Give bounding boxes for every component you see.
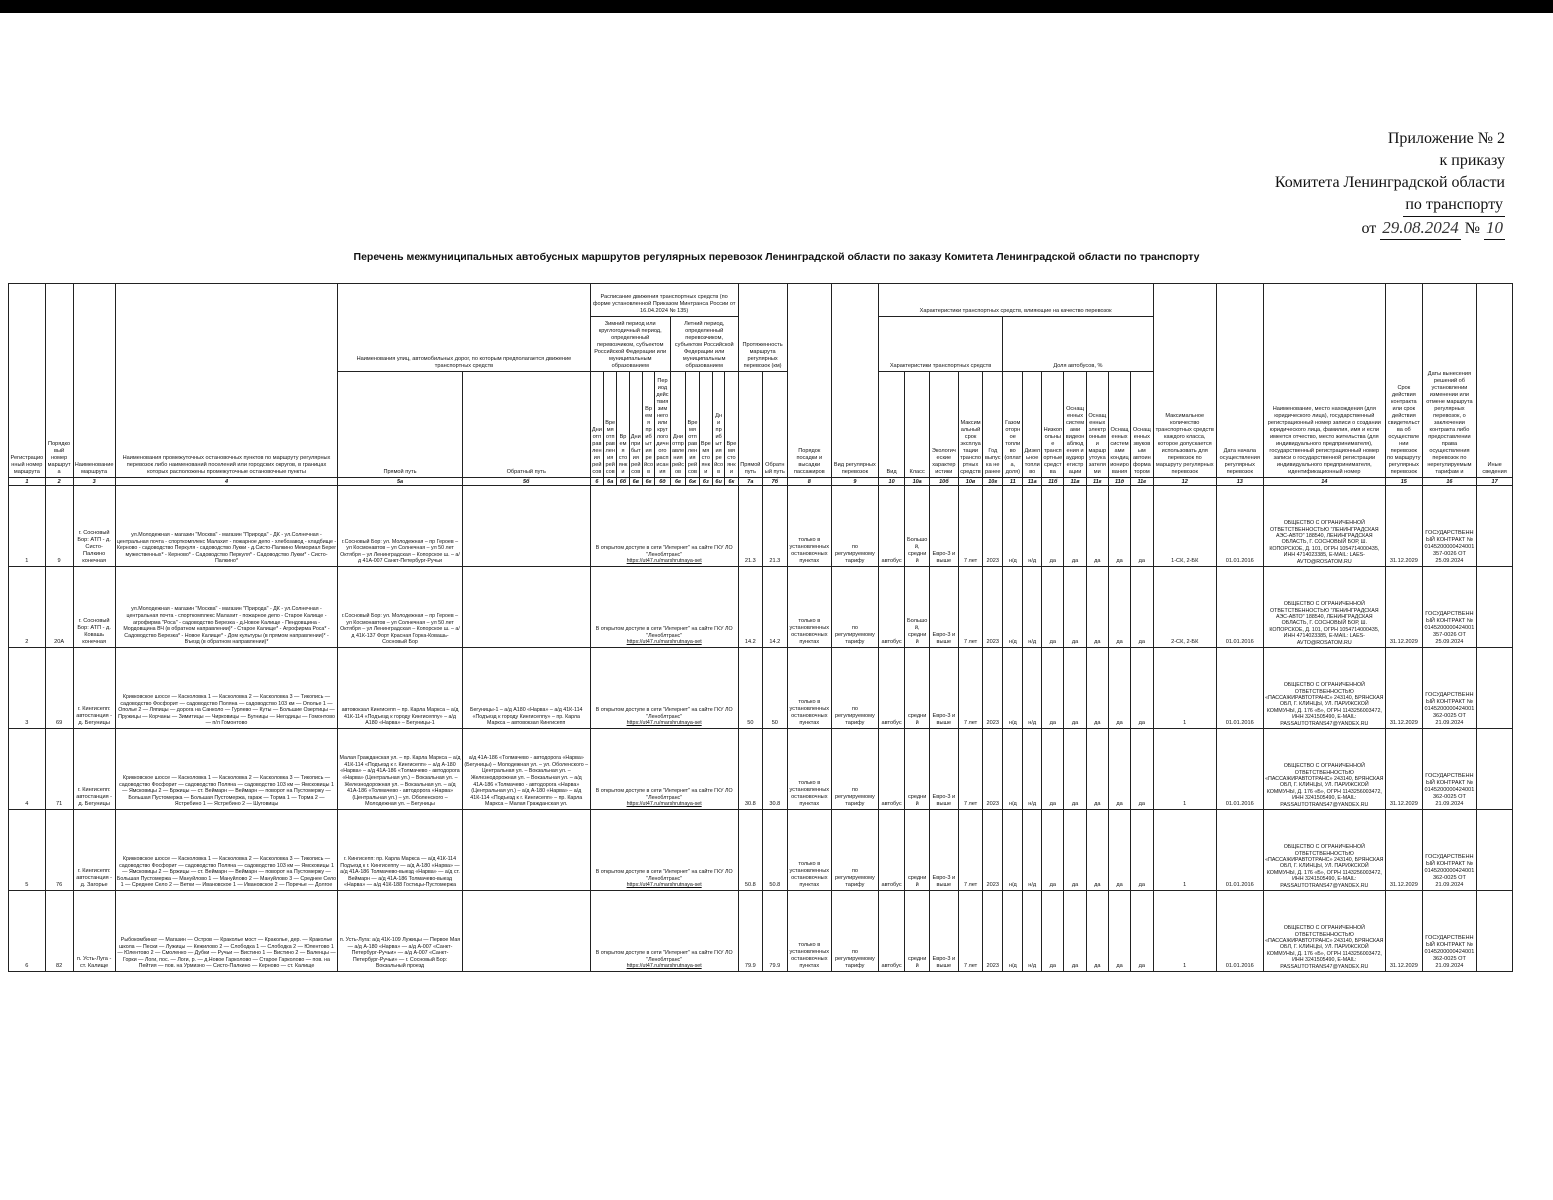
col-number: 10г	[983, 478, 1003, 486]
cell-share-route-sign: да	[1086, 729, 1108, 810]
cell-gas: н/д	[1003, 486, 1023, 567]
cell-diesel: н/д	[1023, 891, 1042, 972]
cell-other	[1477, 810, 1513, 891]
header-decisions: Даты вынесения решений об установлении изменении или отмене маршрута регулярных перевозок, о заключении контракта либо предоставлении права осуществления перевозок по нерегулируемым тарифам и	[1422, 284, 1477, 478]
cell-route-num: 9	[45, 486, 73, 567]
cell-contract-term: 31.12.2029	[1385, 891, 1422, 972]
cell-route-name: г. Кингисепп: автостанция - д. Загорье	[73, 810, 115, 891]
cell-diesel: н/д	[1023, 567, 1042, 648]
appendix-line-4: по транспорту	[1185, 194, 1505, 217]
cell-transport-kind: по регулируемому тарифу	[832, 648, 879, 729]
cell-backward	[462, 567, 590, 648]
cell-route-num: 20А	[45, 567, 73, 648]
col-number: 11г	[1086, 478, 1108, 486]
cell-contract-term: 31.12.2029	[1385, 567, 1422, 648]
cell-forward: п. Усть-Луга: а/д 41К-109 Лужицы — Первое Мая — а/д А-180 «Нарва» — а/д А-007 «Санкт-Петербург-Ручьи» — а/д А-007 «Санкт-Петербург-Ручьи» — г. Сосновый Бор: Вокзальный проезд	[338, 891, 463, 972]
cell-year: 2023	[983, 486, 1003, 567]
header-winter: Зимний период или круглогодичный период, определенный перевозчиком, субъектом Российской Федерации или муниципальным образованием	[590, 317, 670, 372]
number-prefix: №	[1464, 220, 1480, 237]
cell-max-age: 7 лет	[958, 891, 982, 972]
cell-diesel: н/д	[1023, 729, 1042, 810]
cell-stops: Рыбокомбинат — Магазин — Остров — Краколье мост — Краколье, дер. — Краколье школа — Пески — Лужицы — Кежилово 2 — Слободка 1 — Слободка 2 — Юлентово 1 — Юлентово 2 — Смоленко — Дубки — Ручьи — Вистино 1 — Вистино 2 — Валенцы — Горки — Логи, пос. — Логи, р. — д.Новое Гарколово — Старое Гарколово — пов. на Пейтия — пов. на Урмизно — Систо-Палкино — Керново — ст. Калище	[115, 891, 337, 972]
table-row	[9, 486, 1513, 567]
header-sched-col: Время прибытия рейсов	[642, 372, 654, 478]
cell-boarding: только в установленных остановочных пунктах	[787, 729, 831, 810]
cell-year: 2023	[983, 891, 1003, 972]
cell-diesel: н/д	[1023, 648, 1042, 729]
cell-decision: ГОСУДАРСТВЕННЫЙ КОНТРАКТ № 0145200000424001362-0025 ОТ 21.09.2024	[1422, 729, 1477, 810]
col-number: 6и	[713, 478, 725, 486]
cell-forward: г.Сосновый Бор: ул. Молодежная – пр Героев – ул Космонавтов – ул Солнечная – ул 50 лет Октября – ул Ленинградская – Копорское ш. – а/д 41А-007 Санкт-Петербург-Ручьи	[338, 486, 463, 567]
header-route-name: Наименование маршрута	[73, 284, 115, 478]
cell-class: средний	[905, 729, 929, 810]
cell-class: средний	[905, 891, 929, 972]
cell-decision: ГОСУДАРСТВЕННЫЙ КОНТРАКТ № 0145200000424001362-0025 ОТ 21.09.2024	[1422, 891, 1477, 972]
cell-other	[1477, 486, 1513, 567]
cell-carrier: ОБЩЕСТВО С ОГРАНИЧЕННОЙ ОТВЕТСТВЕННОСТЬЮ "ЛЕНИНГРАДСКАЯ АЭС-АВТО" 188540, ЛЕНИНГРАДСКАЯ ОБЛАСТЬ, Г. СОСНОВЫЙ БОР, Ш. КОПОРСКОЕ, Д. 101, ОГРН 1054714000435, ИНН 4714023385, E-MAIL: LAES-AVTO@ROSATOM.RU	[1263, 486, 1385, 567]
col-number: 2	[45, 478, 73, 486]
cell-route-name: г. Кингисепп: автостанция - д. Бегуницы	[73, 729, 115, 810]
column-number-row	[9, 478, 1513, 486]
cell-carrier: ОБЩЕСТВО С ОГРАНИЧЕННОЙ ОТВЕТСТВЕННОСТЬЮ «ПАССАЖИРАВТОТРАНС» 243140, БРЯНСКАЯ ОБЛ, Г. КЛИНЦЫ, УЛ. ПАРИЖСКОЙ КОММУНЫ, Д. 176 «Б», ОГРН 1143256003472, ИНН 3241505490, E-MAIL: PASSAUTOTRANS47@YANDEX.RU	[1263, 729, 1385, 810]
cell-forward: г. Кингисепп: пр. Карла Маркса — а/д 41К-114 Подъезд к г. Кингисеппу — а/д А-180 «Нарва» — а/д 41А-186 Толмачево-выезд «Нарва» — а/д ст. Веймарн — а/д 41А-186 Толмачево-выезд «Нарва» — а/д 41К-188 Гостицы-Пустомержа	[338, 810, 463, 891]
cell-max-count: 1	[1153, 810, 1216, 891]
cell-max-count: 2-СК, 2-БК	[1153, 567, 1216, 648]
cell-gas: н/д	[1003, 810, 1023, 891]
cell-contract-term: 31.12.2029	[1385, 648, 1422, 729]
cell-schedule-ref	[590, 729, 738, 810]
header-sched-col: Время стоянки	[725, 372, 738, 478]
appendix-date-line	[1185, 217, 1505, 240]
cell-len-backward: 50.8	[763, 810, 787, 891]
cell-backward	[462, 810, 590, 891]
schedule-ref-text: В открытом доступе в сети "Интернет" на сайте ГКУ ЛО "Леноблтранс"	[595, 545, 733, 558]
header-sched-col: Время стоянки	[617, 372, 629, 478]
cell-class: средний	[905, 648, 929, 729]
cell-transport-kind: по регулируемому тарифу	[832, 810, 879, 891]
header-veh-col: Дизельное топливо	[1023, 372, 1042, 478]
header-veh-col: Класс	[905, 372, 929, 478]
cell-vehicle-kind: автобус	[878, 729, 905, 810]
cell-max-count: 1	[1153, 729, 1216, 810]
cell-lowfloor: да	[1042, 729, 1064, 810]
table-row	[9, 891, 1513, 972]
col-number: 6б	[617, 478, 629, 486]
header-veh-col: Максимальный срок эксплуатации транспортных средств	[958, 372, 982, 478]
cell-transport-kind: по регулируемому тарифу	[832, 729, 879, 810]
header-sched-col: Дни прибытия рейсов	[629, 372, 642, 478]
cell-boarding: только в установленных остановочных пунктах	[787, 810, 831, 891]
cell-eco: Евро-3 и выше	[929, 891, 958, 972]
header-sched-col: Время стоянки	[699, 372, 712, 478]
cell-reg: 3	[9, 648, 46, 729]
cell-schedule-ref	[590, 891, 738, 972]
col-number: 11в	[1064, 478, 1086, 486]
cell-max-age: 7 лет	[958, 810, 982, 891]
cell-max-age: 7 лет	[958, 486, 982, 567]
header-share-col: Оснащенных звуковым автоинформатором	[1131, 372, 1153, 478]
cell-share-audio: да	[1131, 891, 1153, 972]
col-number: 14	[1263, 478, 1385, 486]
cell-stops: Крикковское шоссе — Касколовка 1 — Касколовка 2 — Касколовка 3 — Тикопись — садоводство Фосфорит — садоводство Поляна — садоводство 103 км — Ямсковицы 1 — Ямсковицы 2 — Бржицы — ст. Веймарн — Веймарн — поворот на Пустомержу — Большая Пустомержа — Мануйлово 1 — Мануйлово 2 — Мануйлово 3 — Среднее Село 1 — Среднее Село 2 — Ветки — Ивановское 1 — Ивановское 2 — Поречье — Долгое	[115, 810, 337, 891]
cell-share-ac: да	[1108, 648, 1130, 729]
header-vehicle-chars: Характеристики транспортных средств	[878, 317, 1003, 372]
cell-boarding: только в установленных остановочных пунктах	[787, 486, 831, 567]
cell-route-num: 71	[45, 729, 73, 810]
header-reg-no: Регистрационный номер маршрута	[9, 284, 46, 478]
cell-stops: Крикковское шоссе — Касколовка 1 — Касколовка 2 — Касколовка 3 — Тикопись — садоводство Фосфорит — садоводство Поляна — садоводство 103 км — Ямсковицы 1 — Ямсковицы 2 — Бржицы — ст. Веймарн — Веймарн — поворот на Пустомержу — Большая Пустомержа — Большая Пустомержа, гараж — Торма 1 — Торма 2 — Ястребино 1 — Ястребино 2 — Шуговицы	[115, 729, 337, 810]
cell-start-date: 01.01.2016	[1216, 729, 1263, 810]
cell-year: 2023	[983, 567, 1003, 648]
header-carrier: Наименование, место нахождения (для юридического лица), государственный регистрационный номер записи о создании юридического лица, фамилия, имя и если имеется отчество, место жительства (для индивидуального предпринимателя), государственный регистрационный номер записи о государственной регистрации индивидуального предпринимателя, идентификационный номер	[1263, 284, 1385, 478]
col-number: 8	[787, 478, 831, 486]
cell-reg: 1	[9, 486, 46, 567]
cell-len-forward: 79.9	[738, 891, 762, 972]
cell-len-backward: 30.8	[763, 729, 787, 810]
cell-reg: 2	[9, 567, 46, 648]
header-forward: Прямой путь	[338, 372, 463, 478]
cell-boarding: только в установленных остановочных пунктах	[787, 891, 831, 972]
cell-decision: ГОСУДАРСТВЕННЫЙ КОНТРАКТ № 0145200000424001357-0026 ОТ 25.09.2024	[1422, 567, 1477, 648]
cell-route-name: г. Сосновый Бор: АТП - д. Систо-Палкино конечная	[73, 486, 115, 567]
cell-vehicle-kind: автобус	[878, 486, 905, 567]
cell-other	[1477, 891, 1513, 972]
header-other: Иные сведения	[1477, 284, 1513, 478]
col-number: 15	[1385, 478, 1422, 486]
col-number: 10	[878, 478, 905, 486]
schedule-ref-text: В открытом доступе в сети "Интернет" на сайте ГКУ ЛО "Леноблтранс"	[595, 869, 733, 882]
cell-transport-kind: по регулируемому тарифу	[832, 486, 879, 567]
header-transport-kind: Вид регулярных перевозок	[832, 284, 879, 478]
header-route-no: Порядковый номер маршрута	[45, 284, 73, 478]
schedule-ref-text: В открытом доступе в сети "Интернет" на сайте ГКУ ЛО "Леноблтранс"	[595, 626, 733, 639]
header-sched-col: Дни отправления рейсов	[590, 372, 603, 478]
col-number: 5б	[462, 478, 590, 486]
cell-route-num: 76	[45, 810, 73, 891]
cell-lowfloor: да	[1042, 810, 1064, 891]
appendix-line-3: Комитета Ленинградской области	[1274, 174, 1505, 191]
routes-table	[8, 283, 1513, 972]
header-veh-col: Низкопольные транспортные средства	[1042, 372, 1064, 478]
cell-year: 2023	[983, 648, 1003, 729]
col-number: 4	[115, 478, 337, 486]
header-streets: Наименования улиц, автомобильных дорог, по которым предполагается движение транспортных средств	[338, 284, 590, 372]
appendix-line-2: к приказу	[1439, 152, 1505, 169]
cell-stops: ул.Молодежная - магазин "Москва" - магазин "Природа" - ДК - ул.Солнечная - центральная почта - спорткомплекс Малахит - пожарное депо - хлебозавод - кладбище - Керново - садоводство Перкуля - садоводство Лукки - д.Систо-Палкино Мемориал Берег мужественных* - Керново* - Садоводство Перкуля* - Садоводство Лукки* - Систо-Палкино*	[115, 486, 337, 567]
cell-forward: Малая Гражданская ул. – пр. Карла Маркса – а/д 41К-114 «Подъезд к г. Кингисепп» – а/д А-180 «Нарва» – а/д 41А-186 «Толмачево - автодорога «Нарва» (Центральная ул.) – Вокзальная ул. – Железнодорожная ул. – Вокзальная ул. – а/д 41А-186 «Толмачево - автодорога «Нарва» (Центральная ул.) – ул. Оболенского – Молодежная ул. – Бегуницы	[338, 729, 463, 810]
cell-share-route-sign: да	[1086, 567, 1108, 648]
cell-backward: а/д 41А-186 «Толмачево - автодорога «Нарва» (Бегуницы) – Молодежная ул. – ул. Оболенского – Центральная ул. – Вокзальная ул. – Железнодорожная ул. – Вокзальная ул. – а/д 41А-186 «Толмачево - автодорога «Нарва» (Центральная ул.) – а/д А-180 «Нарва» – а/д 41К-114 «Подъезд к г. Кингисепп» – пр. Карла Маркса – Малая Гражданская ул.	[462, 729, 590, 810]
header-summer: Летний период, определенный перевозчиком, субъектом Российской Федерации или муниципальным образованием	[670, 317, 738, 372]
cell-other	[1477, 567, 1513, 648]
cell-contract-term: 31.12.2029	[1385, 486, 1422, 567]
cell-start-date: 01.01.2016	[1216, 810, 1263, 891]
cell-share-route-sign: да	[1086, 810, 1108, 891]
cell-share-audio: да	[1131, 729, 1153, 810]
cell-forward: автовокзал Кингисепп – пр. Карла Маркса – а/д 41К-114 «Подъезд к городу Кингисеппу» – а/д А180 «Нарва» – Бегуницы-1	[338, 648, 463, 729]
cell-gas: н/д	[1003, 648, 1023, 729]
schedule-ref-link[interactable]: https://ut47.ru/marshrutnaya-set	[626, 558, 702, 565]
cell-other	[1477, 648, 1513, 729]
cell-gas: н/д	[1003, 729, 1023, 810]
header-max-count: Максимальное количество транспортных средств каждого класса, которое допускается использовать для перевозок по маршруту регулярных перевозок	[1153, 284, 1216, 478]
header-len-backward: Обратный путь	[763, 372, 787, 478]
table-row	[9, 729, 1513, 810]
header-len-forward: Прямой путь	[738, 372, 762, 478]
header-veh-col: Экологические характеристики	[929, 372, 958, 478]
cell-lowfloor: да	[1042, 486, 1064, 567]
cell-share-video: да	[1064, 648, 1086, 729]
header-length: Протяженность маршрута регулярных перевозок (км)	[738, 284, 787, 372]
cell-len-forward: 50.8	[738, 810, 762, 891]
cell-max-age: 7 лет	[958, 567, 982, 648]
cell-len-backward: 14.2	[763, 567, 787, 648]
cell-vehicle-kind: автобус	[878, 567, 905, 648]
header-veh-col: Год выпуска не ранее	[983, 372, 1003, 478]
cell-carrier: ОБЩЕСТВО С ОГРАНИЧЕННОЙ ОТВЕТСТВЕННОСТЬЮ «ПАССАЖИРАВТОТРАНС» 243140, БРЯНСКАЯ ОБЛ, Г. КЛИНЦЫ, УЛ. ПАРИЖСКОЙ КОММУНЫ, Д. 176 «Б», ОГРН 1143256003472, ИНН 3241505490, E-MAIL: PASSAUTOTRANS47@YANDEX.RU	[1263, 891, 1385, 972]
col-number: 13	[1216, 478, 1263, 486]
cell-forward: г.Сосновый Бор: ул. Молодежная – пр Героев – ул Космонавтов – ул Солнечная – ул 50 лет Октября – ул Ленинградская – Копорское ш. – а/д 41К-137 Форт Красная Горка-Ковашь-Сосновый Бор	[338, 567, 463, 648]
cell-len-forward: 14.2	[738, 567, 762, 648]
cell-backward: Бегуницы-1 – а/д А180 «Нарва» – а/д 41К-114 «Подъезд к городу Кингисеппу» – пр. Карла Маркса – автовокзал Кингисепп	[462, 648, 590, 729]
cell-share-video: да	[1064, 891, 1086, 972]
table-row	[9, 567, 1513, 648]
table-row	[9, 648, 1513, 729]
cell-share-route-sign: да	[1086, 648, 1108, 729]
cell-gas: н/д	[1003, 891, 1023, 972]
cell-share-video: да	[1064, 729, 1086, 810]
header-share-col: Оснащенных системами кондиционирования	[1108, 372, 1130, 478]
cell-max-count: 1	[1153, 648, 1216, 729]
col-number: 11д	[1108, 478, 1130, 486]
cell-share-route-sign: да	[1086, 486, 1108, 567]
col-number: 11б	[1042, 478, 1064, 486]
header-start-date: Дата начала осуществления регулярных перевозок	[1216, 284, 1263, 478]
schedule-ref-link[interactable]: https://ut47.ru/marshrutnaya-set	[626, 963, 702, 970]
cell-schedule-ref	[590, 648, 738, 729]
cell-max-count: 1	[1153, 891, 1216, 972]
cell-share-video: да	[1064, 567, 1086, 648]
number-value: 10	[1484, 217, 1505, 240]
cell-reg: 6	[9, 891, 46, 972]
schedule-ref-link[interactable]: https://ut47.ru/marshrutnaya-set	[626, 801, 702, 808]
header-contract-term: Срок действия контракта или срок действия свидетельства об осуществлении перевозок по маршруту регулярных перевозок	[1385, 284, 1422, 478]
col-number: 6к	[725, 478, 738, 486]
col-number: 17	[1477, 478, 1513, 486]
cell-vehicle-kind: автобус	[878, 810, 905, 891]
col-number: 9	[832, 478, 879, 486]
cell-share-audio: да	[1131, 648, 1153, 729]
header-stops: Наименования промежуточных остановочных пунктов по маршруту регулярных перевозок либо наименований поселений или городских округов, в границах которых расположены промежуточные остановочные пункты	[115, 284, 337, 478]
cell-diesel: н/д	[1023, 486, 1042, 567]
cell-schedule-ref	[590, 810, 738, 891]
cell-reg: 4	[9, 729, 46, 810]
cell-carrier: ОБЩЕСТВО С ОГРАНИЧЕННОЙ ОТВЕТСТВЕННОСТЬЮ «ПАССАЖИРАВТОТРАНС» 243140, БРЯНСКАЯ ОБЛ, Г. КЛИНЦЫ, УЛ. ПАРИЖСКОЙ КОММУНЫ, Д. 176 «Б», ОГРН 1143256003472, ИНН 3241505490, E-MAIL: PASSAUTOTRANS47@YANDEX.RU	[1263, 648, 1385, 729]
cell-len-forward: 21.3	[738, 486, 762, 567]
routes-body	[9, 486, 1513, 972]
schedule-ref-link[interactable]: https://ut47.ru/marshrutnaya-set	[626, 882, 702, 889]
cell-lowfloor: да	[1042, 648, 1064, 729]
col-number: 5а	[338, 478, 463, 486]
cell-backward	[462, 486, 590, 567]
cell-len-backward: 50	[763, 648, 787, 729]
col-number: 6ж	[686, 478, 699, 486]
cell-eco: Евро-3 и выше	[929, 567, 958, 648]
cell-share-video: да	[1064, 486, 1086, 567]
cell-share-audio: да	[1131, 486, 1153, 567]
cell-max-age: 7 лет	[958, 648, 982, 729]
cell-max-age: 7 лет	[958, 729, 982, 810]
cell-share-ac: да	[1108, 891, 1130, 972]
schedule-ref-link[interactable]: https://ut47.ru/marshrutnaya-set	[626, 639, 702, 646]
header-sched-col: Дни отправления рейсов	[670, 372, 686, 478]
header-sched-col: Дни прибытия рейсов	[713, 372, 725, 478]
cell-carrier: ОБЩЕСТВО С ОГРАНИЧЕННОЙ ОТВЕТСТВЕННОСТЬЮ «ПАССАЖИРАВТОТРАНС» 243140, БРЯНСКАЯ ОБЛ, Г. КЛИНЦЫ, УЛ. ПАРИЖСКОЙ КОММУНЫ, Д. 176 «Б», ОГРН 1143256003472, ИНН 3241505490, E-MAIL: PASSAUTOTRANS47@YANDEX.RU	[1263, 810, 1385, 891]
cell-start-date: 01.01.2016	[1216, 648, 1263, 729]
cell-decision: ГОСУДАРСТВЕННЫЙ КОНТРАКТ № 0145200000424001362-0025 ОТ 21.09.2024	[1422, 648, 1477, 729]
cell-lowfloor: да	[1042, 567, 1064, 648]
document-title: Перечень межмуниципальных автобусных маршрутов регулярных перевозок Ленинградской области по заказу Комитета Ленинградской области по транспорту	[353, 251, 1200, 263]
cell-boarding: только в установленных остановочных пунктах	[787, 567, 831, 648]
cell-year: 2023	[983, 810, 1003, 891]
col-number: 6е	[670, 478, 686, 486]
cell-eco: Евро-3 и выше	[929, 486, 958, 567]
cell-diesel: н/д	[1023, 810, 1042, 891]
cell-len-forward: 30.8	[738, 729, 762, 810]
col-number: 1	[9, 478, 46, 486]
cell-len-backward: 79.9	[763, 891, 787, 972]
cell-share-ac: да	[1108, 729, 1130, 810]
cell-decision: ГОСУДАРСТВЕННЫЙ КОНТРАКТ № 0145200000424001357-0026 ОТ 25.09.2024	[1422, 486, 1477, 567]
header-sched-col: Время отправления рейсов	[604, 372, 617, 478]
cell-class: Большой, средний	[905, 567, 929, 648]
cell-other	[1477, 729, 1513, 810]
appendix-line-1: Приложение № 2	[1387, 130, 1505, 147]
cell-stops: Крикковское шоссе — Касколовка 1 — Касколовка 2 — Касколовка 3 — Тикопись — садоводство Фосфорит — садоводство Поляна — садоводство 103 км — Ополье 1 — Ополье 2 — Ляпицы — дорога на Санколо — Гурлево — Куты — Большие Озертицы — Пружицы — Корчаны — Зимитицы — Чирковицы — Бугницы — Негодицы — Гомонтово — п/л Гомонтово	[115, 648, 337, 729]
schedule-ref-text: В открытом доступе в сети "Интернет" на сайте ГКУ ЛО "Леноблтранс"	[595, 950, 733, 963]
col-number: 6а	[604, 478, 617, 486]
col-number: 10б	[929, 478, 958, 486]
cell-eco: Евро-3 и выше	[929, 648, 958, 729]
col-number: 11	[1003, 478, 1023, 486]
appendix-block	[1185, 128, 1505, 240]
col-number: 7а	[738, 478, 762, 486]
col-number: 16	[1422, 478, 1477, 486]
cell-len-backward: 21.3	[763, 486, 787, 567]
cell-route-num: 82	[45, 891, 73, 972]
cell-boarding: только в установленных остановочных пунктах	[787, 648, 831, 729]
cell-contract-term: 31.12.2029	[1385, 810, 1422, 891]
col-number: 12	[1153, 478, 1216, 486]
cell-share-audio: да	[1131, 567, 1153, 648]
cell-len-forward: 50	[738, 648, 762, 729]
cell-eco: Евро-3 и выше	[929, 729, 958, 810]
cell-year: 2023	[983, 729, 1003, 810]
cell-share-audio: да	[1131, 810, 1153, 891]
cell-schedule-ref	[590, 486, 738, 567]
cell-gas: н/д	[1003, 567, 1023, 648]
col-number: 3	[73, 478, 115, 486]
scan-top-border	[0, 0, 1553, 13]
cell-share-video: да	[1064, 810, 1086, 891]
cell-route-name: г. Сосновый Бор: АТП - д. Ковашь конечная	[73, 567, 115, 648]
col-number: 6д	[655, 478, 671, 486]
header-veh-col: Вид	[878, 372, 905, 478]
cell-start-date: 01.01.2016	[1216, 891, 1263, 972]
cell-contract-term: 31.12.2029	[1385, 729, 1422, 810]
col-number: 6	[590, 478, 603, 486]
col-number: 7б	[763, 478, 787, 486]
cell-lowfloor: да	[1042, 891, 1064, 972]
header-share-col: Оснащенных системами видеонаблюдения и аудиорегистрации	[1064, 372, 1086, 478]
col-number: 11е	[1131, 478, 1153, 486]
cell-transport-kind: по регулируемому тарифу	[832, 891, 879, 972]
col-number: 6з	[699, 478, 712, 486]
col-number: 10в	[958, 478, 982, 486]
cell-share-route-sign: да	[1086, 891, 1108, 972]
col-number: 6г	[642, 478, 654, 486]
col-number: 10а	[905, 478, 929, 486]
header-boarding: Порядок посадки и высадки пассажиров	[787, 284, 831, 478]
date-prefix: от	[1361, 220, 1377, 237]
cell-max-count: 1-СК, 2-БК	[1153, 486, 1216, 567]
cell-decision: ГОСУДАРСТВЕННЫЙ КОНТРАКТ № 0145200000424001362-0025 ОТ 21.09.2024	[1422, 810, 1477, 891]
schedule-ref-link[interactable]: https://ut47.ru/marshrutnaya-set	[626, 720, 702, 727]
header-backward: Обратный путь	[462, 372, 590, 478]
cell-vehicle-kind: автобус	[878, 648, 905, 729]
header-vehicle-quality: Характеристики транспортных средств, влияющие на качество перевозок	[878, 284, 1153, 317]
header-sched-col: Время отправления рейсов	[686, 372, 699, 478]
cell-route-num: 69	[45, 648, 73, 729]
cell-vehicle-kind: автобус	[878, 891, 905, 972]
cell-start-date: 01.01.2016	[1216, 486, 1263, 567]
header-share-col: Оснащенных электронными маршрутоуказателями	[1086, 372, 1108, 478]
cell-route-name: г. Кингисепп: автостанция - д. Бегуницы	[73, 648, 115, 729]
cell-carrier: ОБЩЕСТВО С ОГРАНИЧЕННОЙ ОТВЕТСТВЕННОСТЬЮ "ЛЕНИНГРАДСКАЯ АЭС-АВТО" 188540, ЛЕНИНГРАДСКАЯ ОБЛАСТЬ, Г. СОСНОВЫЙ БОР, Ш. КОПОРСКОЕ, Д. 101, ОГРН 1054714000435, ИНН 4714023385, E-MAIL: LAES-AVTO@ROSATOM.RU	[1263, 567, 1385, 648]
schedule-ref-text: В открытом доступе в сети "Интернет" на сайте ГКУ ЛО "Леноблтранс"	[595, 707, 733, 720]
date-value: 29.08.2024	[1380, 217, 1461, 240]
header-sched-col: Период действия зимнего или круглогодичного расписания	[655, 372, 671, 478]
cell-backward	[462, 891, 590, 972]
cell-stops: ул.Молодежная - магазин "Москва" - магазин "Природа" - ДК - ул.Солнечная - центральная почта - спорткомплекс Малахит - пожарное депо - Старое Калище - агрофирма "Роса" - садоводство Березка - д.Новое Калище - Пендовщина - Мордовщина ВЧ (в обратном направлении)* - Старое Калище* - Агрофирма Роса* - Садоводство Березка* - Новое Калище* - Дом культуры (в прямом направлении)* - Въезд (в обратном направлении)*	[115, 567, 337, 648]
cell-route-name: п. Усть-Луга - ст. Калище	[73, 891, 115, 972]
cell-share-ac: да	[1108, 810, 1130, 891]
cell-schedule-ref	[590, 567, 738, 648]
schedule-ref-text: В открытом доступе в сети "Интернет" на сайте ГКУ ЛО "Леноблтранс"	[595, 788, 733, 801]
cell-share-ac: да	[1108, 486, 1130, 567]
cell-reg: 5	[9, 810, 46, 891]
col-number: 11а	[1023, 478, 1042, 486]
cell-start-date: 01.01.2016	[1216, 567, 1263, 648]
cell-transport-kind: по регулируемому тарифу	[832, 567, 879, 648]
header-share: Доля автобусов, %	[1003, 317, 1153, 372]
cell-class: Большой, средний	[905, 486, 929, 567]
cell-eco: Евро-3 и выше	[929, 810, 958, 891]
cell-share-ac: да	[1108, 567, 1130, 648]
col-number: 6в	[629, 478, 642, 486]
table-row	[9, 810, 1513, 891]
cell-class: средний	[905, 810, 929, 891]
header-veh-col: Газомоторное топливо (оплата, доля)	[1003, 372, 1023, 478]
header-schedule: Расписание движения транспортных средств (по форме установленной Приказом Минтранса России от 16.04.2024 № 135)	[590, 284, 738, 317]
